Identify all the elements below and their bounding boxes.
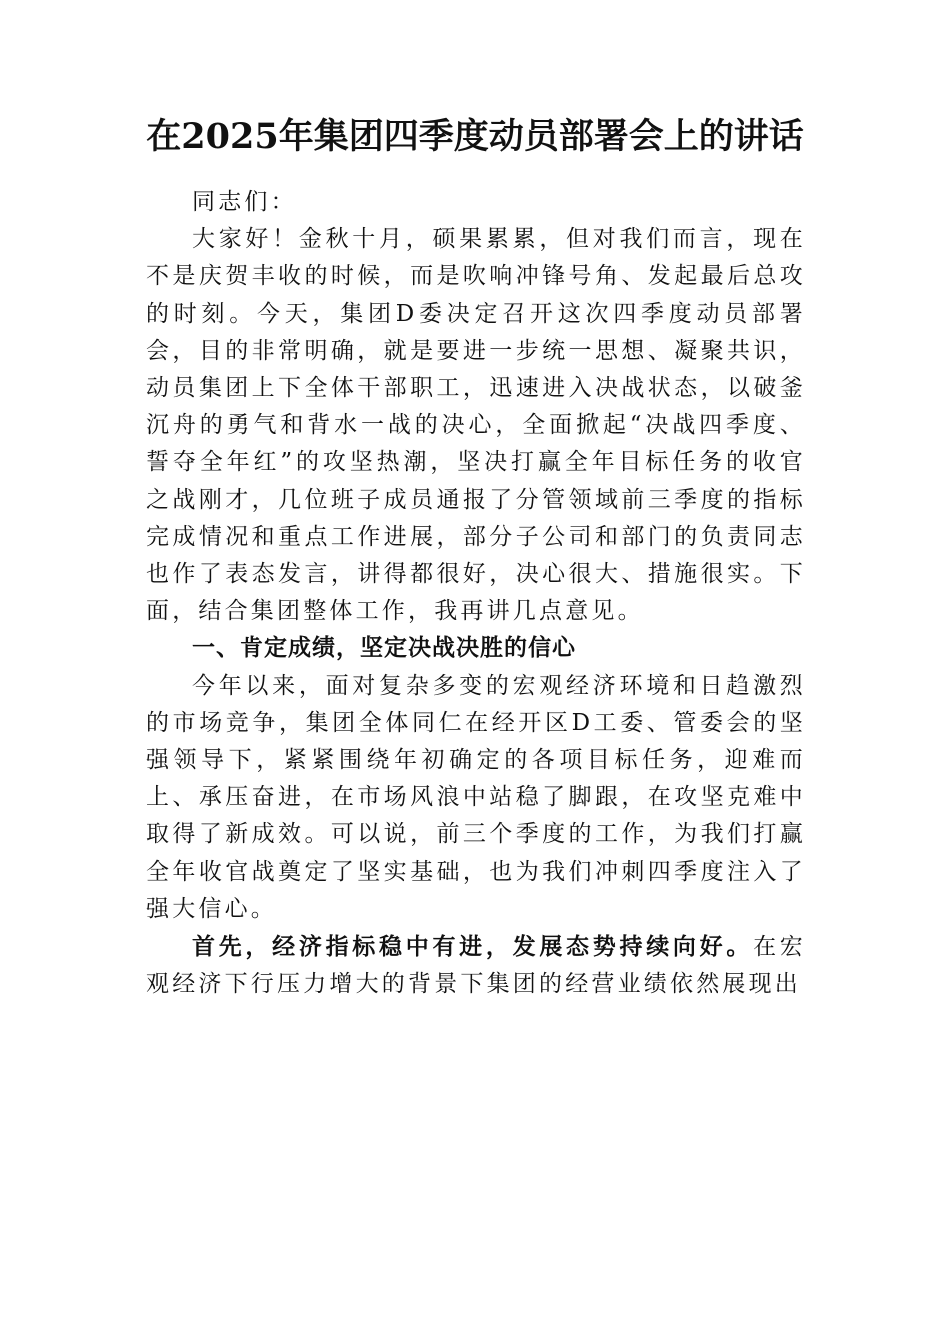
document-title: 在2025年集团四季度动员部署会上的讲话 bbox=[146, 116, 804, 157]
section-heading-1: 一、肯定成绩，坚定决战决胜的信心 bbox=[192, 635, 576, 662]
paragraph-achievements: 今年以来，面对复杂多变的宏观经济环境和日趋激烈的市场竞争，集团全体同仁在经开区D工委、管委会的坚强领导下，紧紧围绕年初确定的各项目标任务，迎难而上、承压奋进，在市场风浪中站稳了脚跟，在攻坚克难中取得了新成效。可以说，前三个季度的工作，为我们打赢全年收官战奠定了坚实基础，也为我们冲刺四季度注入了强大信心。 bbox=[146, 672, 806, 922]
paragraph-lead-bold: 首先，经济指标稳中有进，发展态势持续向好。 bbox=[192, 933, 754, 961]
greeting: 同志们： bbox=[192, 189, 297, 215]
document-body bbox=[146, 184, 806, 1003]
paragraph-economic-indicators bbox=[146, 928, 806, 1003]
paragraph-lead-rest: 在宏观经济下行压力增大的背景下集团的经营业绩依然展现出 bbox=[146, 934, 806, 998]
paragraph-intro: 大家好！金秋十月，硕果累累，但对我们而言，现在不是庆贺丰收的时候，而是吹响冲锋号角、发起最后总攻的时刻。今天，集团D委决定召开这次四季度动员部署会，目的非常明确，就是要进一步统一思想、凝聚共识，动员集团上下全体干部职工，迅速进入决战状态，以破釜沉舟的勇气和背水一战的决心，全面掀起“决战四季度、誓夺全年红”的攻坚热潮，坚决打赢全年目标任务的收官之战刚才，几位班子成员通报了分管领域前三季度的指标完成情况和重点工作进展，部分子公司和部门的负责同志也作了表态发言，讲得都很好，决心很大、措施很实。下面，结合集团整体工作，我再讲几点意见。 bbox=[146, 226, 806, 625]
